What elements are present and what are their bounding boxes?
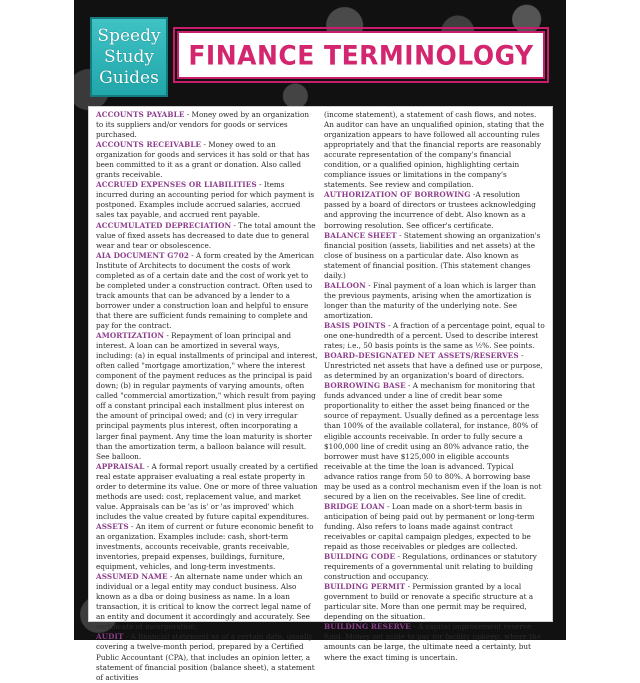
- glossary-definition: -A resolution passed by a board of directors or trustees acknowledging and approving the incurrence of debt. Also known as a borrowing resolution. See officer's certificate.: [324, 190, 536, 230]
- glossary-column-left: [96, 110, 319, 682]
- glossary-term: ASSUMED NAME: [96, 572, 168, 582]
- glossary-panel: [88, 106, 553, 682]
- glossary-entry: [324, 502, 546, 552]
- title-banner: [177, 31, 545, 79]
- glossary-entry: [96, 221, 318, 251]
- glossary-entry: [324, 231, 546, 281]
- glossary-definition: - A mechanism for monitoring that funds advanced under a line of credit bear some proportionality to either the asset being financed or the source of repayment. Usually defined as a percentage less than 100% of the available collateral, for instance, 80% of eligible accounts receivable. In order to fully secure a $100,000 line of credit using an 80% advance ratio, the borrower must have $125,000 in eligible accounts receivable at the time the loan is advanced. Typical advance ratios range from 50 to 80%. A borrowing base may be used as a control mechanism even if the loan is not secured by a lien on the receivables. See line of credit.: [324, 381, 542, 501]
- glossary-entry: [96, 251, 318, 331]
- glossary-definition: - Loan made on a short-term basis in anticipation of being paid out by permanent or long-term funding. Also refers to loans made against contract receivables or capital campaign pledges, expected to be repaid as those receivables or pledges are collected.: [324, 501, 535, 552]
- glossary-term: ASSETS: [96, 521, 129, 531]
- glossary-term: AMORTIZATION: [96, 331, 165, 341]
- glossary-term: ACCOUNTS RECEIVABLE: [96, 140, 202, 150]
- glossary-term: BALLOON: [324, 280, 366, 290]
- glossary-entry: [96, 522, 318, 572]
- logo-line: Speedy: [97, 25, 161, 46]
- speedy-study-guides-logo: [90, 17, 168, 97]
- glossary-definition: - Statement showing an organization's financial position (assets, liabilities and net assets) at the close of business on a particular date. Also known as statement of financial position. (This statement changes daily.): [324, 230, 541, 280]
- glossary-column-right: [324, 110, 546, 662]
- glossary-entry: [96, 572, 318, 632]
- glossary-term: BUILDING RESERVE: [324, 622, 411, 632]
- glossary-term: AUDIT: [96, 632, 124, 642]
- glossary-definition: - Money owed by an organization to its suppliers and/or vendors for goods or services purchased.: [96, 110, 310, 140]
- glossary-entry: [324, 381, 546, 502]
- glossary-entry: [96, 462, 318, 522]
- glossary-definition: - An alternate name under which an individual or a legal entity may conduct business. Also known as a dba or doing business as name. In a loan transaction, it is critical to know the correct legal name of an entity and document it accordingly and accurately. See certificate of incorporation.: [96, 572, 311, 632]
- logo-line: Study: [104, 46, 154, 67]
- glossary-definition: - A financial statement as of a certain date, usually covering a twelve-month period, prepared by a Certified Public Accountant (CPA), that includes an opinion letter, a statement of financial position (balance sheet), a statement of activities: [96, 632, 315, 682]
- glossary-definition: - A capital improvement reserve fund. Money set aside to pay for facility upkeep, where the amounts can be large, the ultimate need a certainty, but where the exact timing is uncertain.: [324, 622, 541, 662]
- glossary-definition: - Regulations, ordinances or statutory requirements of a governmental unit relating to building construction and occupancy.: [324, 552, 537, 582]
- glossary-definition: - Repayment of loan principal and interest. A loan can be amortized in several ways, including: (a) in equal installments of principal and interest, often called "mortgage amortization," where the interest component of the payment reduces as the principal is paid down; (b) in regular payments of varying amounts, often called "commercial amortization," which result from paying off a constant principal each installment plus interest on the amount of principal owed; and (c) in very irregular principal payments plus interest, often incorporating a larger final payment. Any time the loan maturity is shorter than the amortization term, a balloon balance will result. See balloon.: [96, 331, 318, 461]
- logo-line: Guides: [99, 67, 159, 88]
- glossary-entry: [96, 180, 318, 220]
- glossary-definition: - Items incurred during an accounting period for which payment is postponed. Examples include accrued salaries, accrued sales tax payable, and accrued rent payable.: [96, 180, 315, 220]
- glossary-term: ACCRUED EXPENSES OR LIABILITIES: [96, 180, 257, 190]
- glossary-definition: - A fraction of a percentage point, equal to one one-hundredth of a percent. Used to describe interest rates; i.e., 50 basis points is the same as ½%. See points.: [324, 320, 545, 351]
- glossary-definition: - An item of current or future economic benefit to an organization. Examples include: cash, short-term investments, accounts receivable, grants receivable, inventories, prepaid expenses, buildings, furniture, equipment, vehicles, and long-term investments.: [96, 521, 314, 572]
- page-title: FINANCE TERMINOLOGY: [188, 39, 534, 71]
- glossary-term: ACCOUNTS PAYABLE: [96, 110, 185, 119]
- glossary-entry: [324, 351, 546, 381]
- glossary-definition: - A formal report usually created by a certified real estate appraiser evaluating a real estate property in order to determine its value. One or more of three valuation methods are used: cost, replacement value, and market value. Appraisals can be 'as is' or 'as improved' which includes the value created by future capital expenditures.: [96, 461, 319, 521]
- glossary-term: APPRAISAL: [96, 461, 145, 471]
- glossary-term: ACCUMULATED DEPRECIATION: [96, 220, 232, 230]
- glossary-definition: - Final payment of a loan which is larger than the previous payments, arising when the amortization is longer than the maturity of the underlying note. See amortization.: [324, 280, 536, 320]
- glossary-definition: - The total amount the value of fixed assets has decreased to date due to general wear and tear or obsolescence.: [96, 220, 316, 250]
- glossary-entry: [324, 552, 546, 582]
- glossary-entry: [324, 321, 546, 351]
- glossary-term: BUILDING CODE: [324, 552, 396, 562]
- glossary-term: BUILDING PERMIT: [324, 582, 406, 592]
- glossary-entry: [96, 110, 318, 140]
- glossary-term: BASIS POINTS: [324, 320, 386, 330]
- glossary-term: BRIDGE LOAN: [324, 501, 385, 511]
- glossary-definition: (income statement), a statement of cash flows, and notes. An auditor can have an unqualified opinion, stating that the organization appears to have followed all accounting rules appropriately and that the financial reports are reasonably accurate representation of the company's financial condition, or a qualified opinion, highlighting certain compliance issues or limitations in the company's statements. See review and compilation.: [324, 110, 544, 190]
- glossary-entry: [324, 110, 546, 190]
- glossary-entry: [324, 582, 546, 622]
- glossary-term: AUTHORIZATION OF BORROWING: [324, 190, 471, 200]
- glossary-term: BOARD-DESIGNATED NET ASSETS/RESERVES: [324, 351, 519, 361]
- glossary-definition: - Permission granted by a local government to build or renovate a specific structure at a particular site. More than one permit may be required, depending on the situation.: [324, 582, 534, 622]
- glossary-entry: [324, 190, 546, 230]
- glossary-entry: [96, 140, 318, 180]
- glossary-definition: - Unrestricted net assets that have a defined use or purpose, as determined by an organization's board of directors.: [324, 351, 543, 381]
- glossary-term: BORROWING BASE: [324, 381, 406, 391]
- glossary-entry: [324, 622, 546, 662]
- glossary-entry: [324, 281, 546, 321]
- glossary-term: AIA DOCUMENT G702: [96, 250, 189, 260]
- glossary-definition: - Money owed to an organization for goods and services it has sold or that has been committed to it as a grant or donation. Also called grants receivable.: [96, 140, 310, 180]
- glossary-definition: - A form created by the American Institute of Architects to document the costs of work completed as of a certain date and the cost of work yet to be completed under a construction contract. Often used to track amounts that can be advanced by a lender to a borrower under a construction loan and helpful to ensure that there are sufficient funds remaining to complete and pay for the contract.: [96, 250, 315, 330]
- glossary-term: BALANCE SHEET: [324, 230, 397, 240]
- glossary-entry: [96, 331, 318, 462]
